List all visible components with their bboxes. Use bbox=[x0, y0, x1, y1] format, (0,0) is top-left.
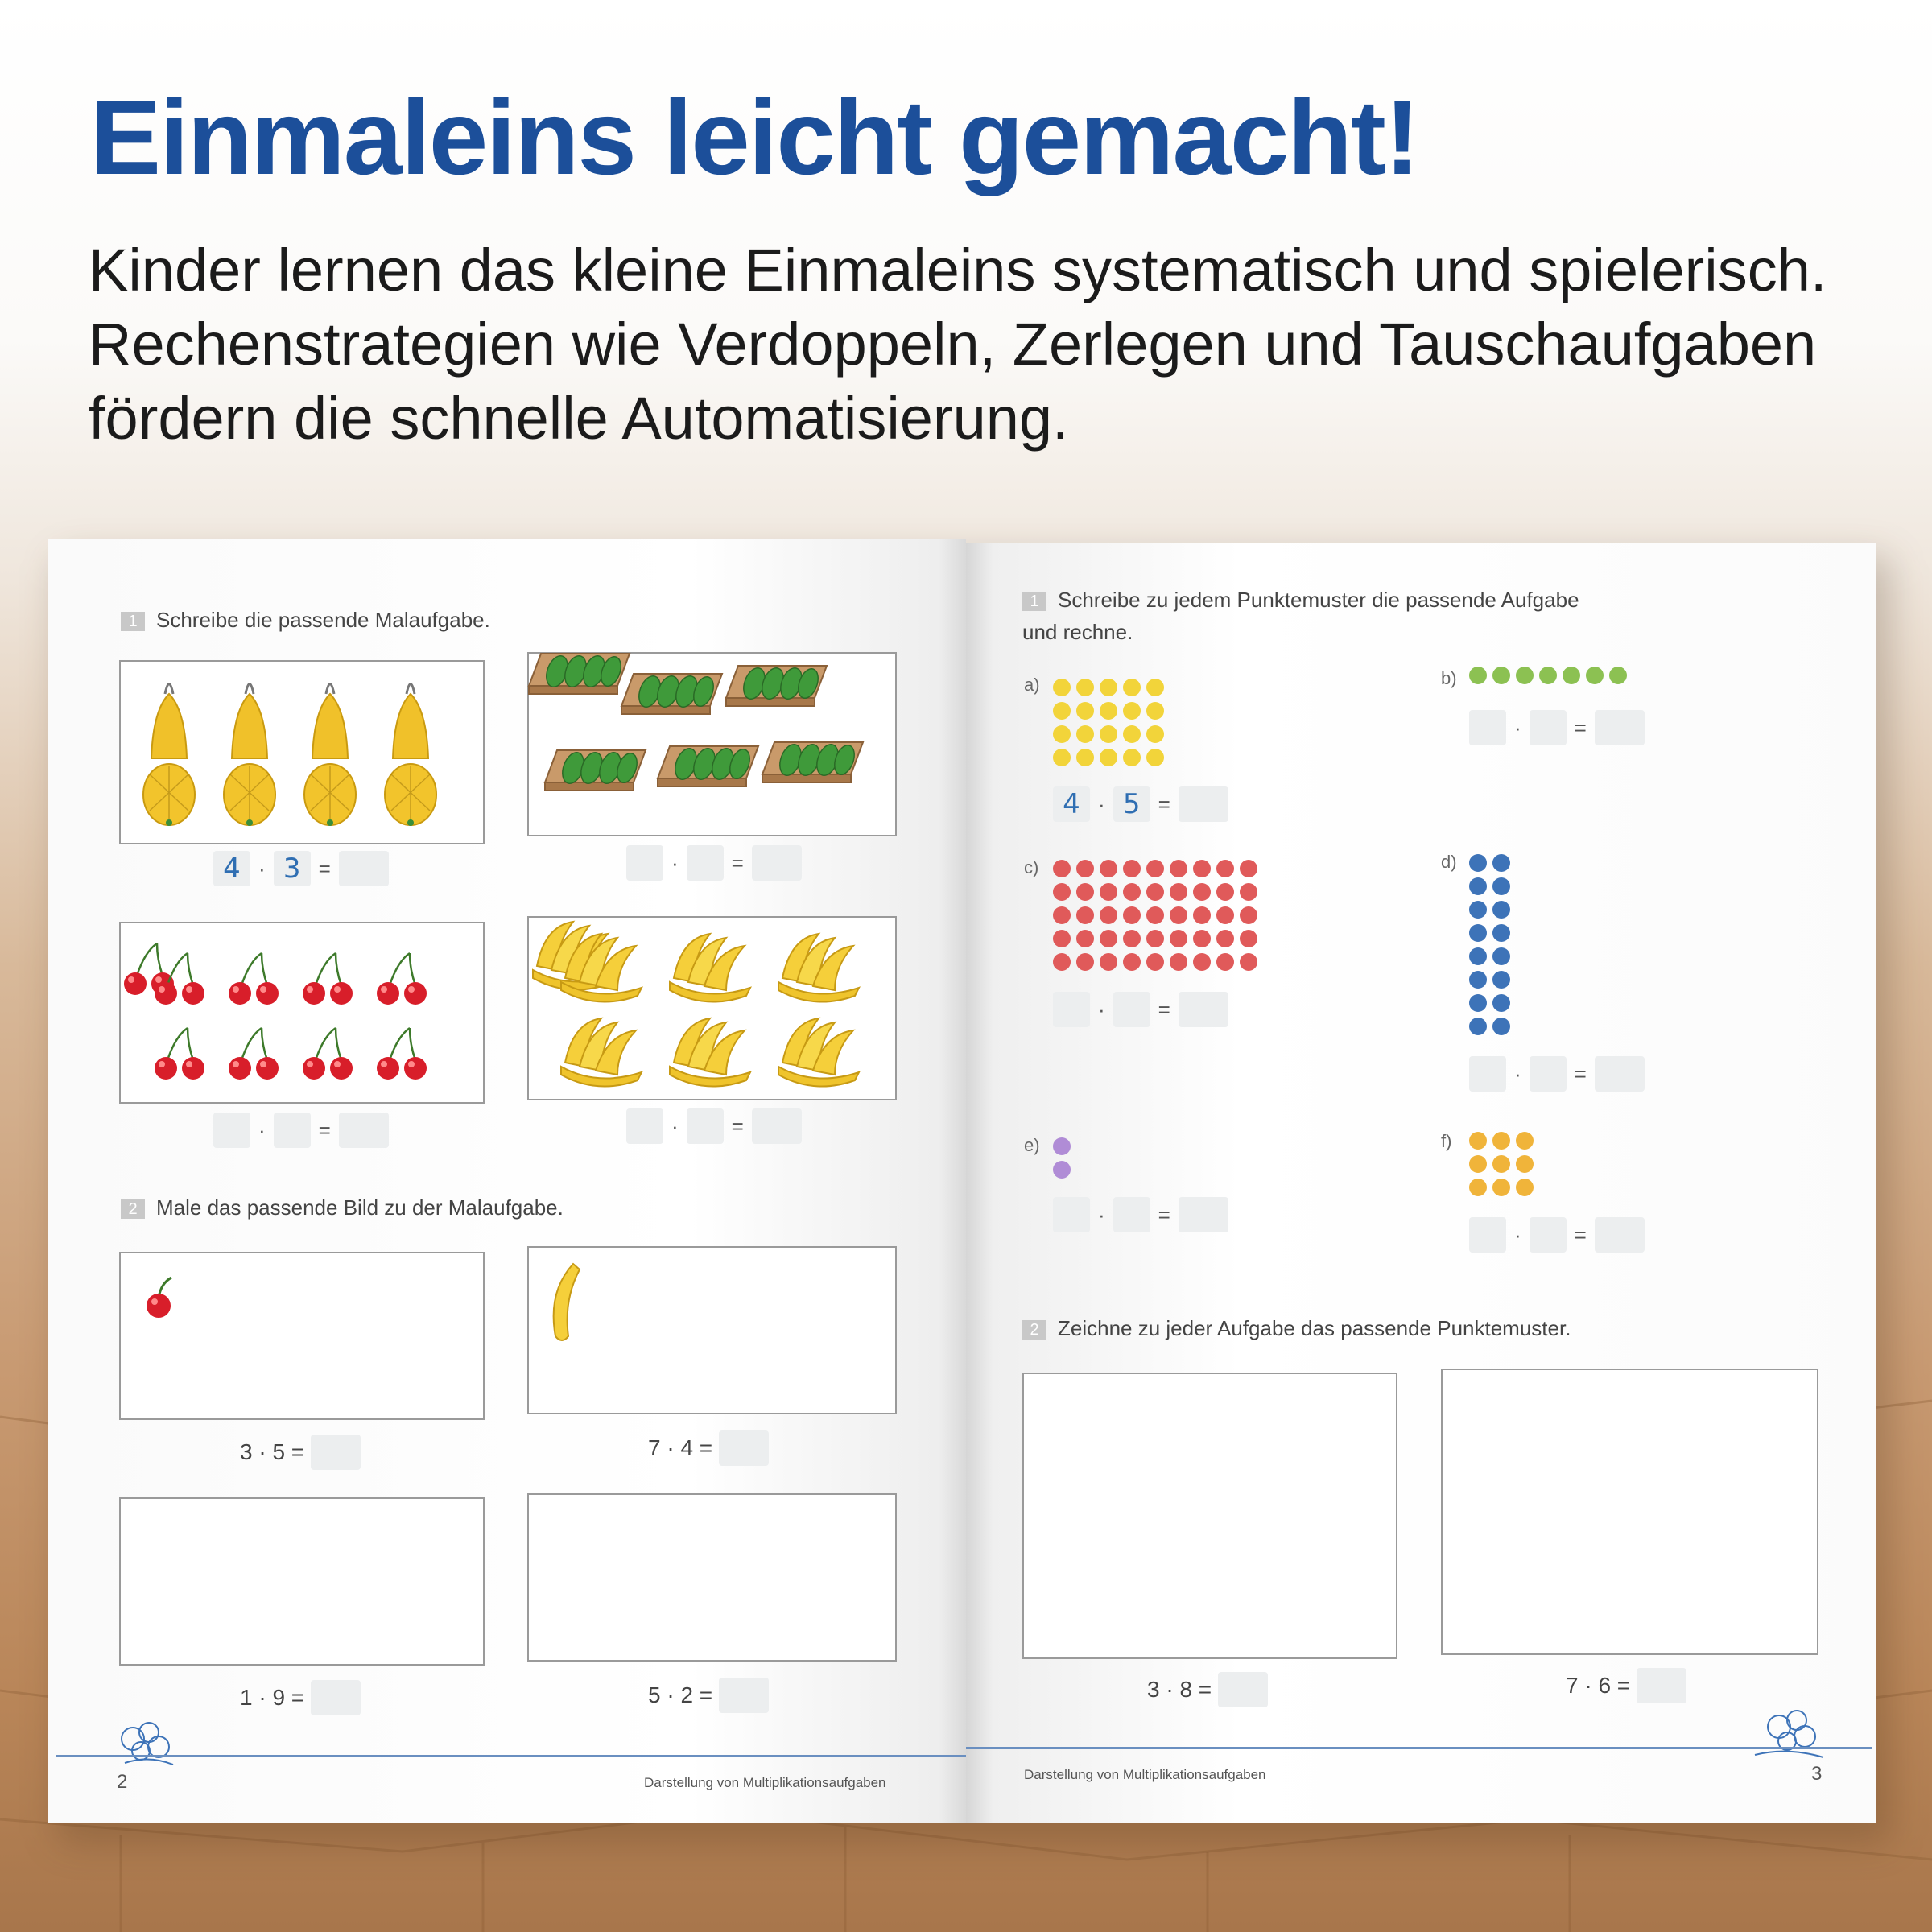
task-instruction: Male das passende Bild zu der Malaufgabe. bbox=[156, 1195, 564, 1220]
pattern-dot bbox=[1492, 994, 1510, 1012]
task-number: 1 bbox=[121, 612, 145, 631]
times-sign: · bbox=[1514, 1061, 1521, 1086]
pattern-dot bbox=[1053, 702, 1071, 720]
equals-sign: = bbox=[1158, 1202, 1170, 1227]
pattern-dot bbox=[1492, 667, 1510, 684]
pattern-dot bbox=[1240, 953, 1257, 971]
task-1-heading bbox=[121, 604, 490, 636]
pattern-dot bbox=[1469, 971, 1487, 989]
pattern-dot bbox=[1053, 930, 1071, 947]
pattern-dot bbox=[1100, 906, 1117, 924]
factor-a-box[interactable] bbox=[626, 845, 663, 881]
pattern-dot bbox=[1170, 860, 1187, 877]
equals-sign: = bbox=[1574, 1222, 1587, 1247]
pattern-dot bbox=[1170, 953, 1187, 971]
pattern-dot bbox=[1100, 953, 1117, 971]
equation-text: 1 · 9 = bbox=[240, 1685, 305, 1710]
drawing-area[interactable] bbox=[119, 1497, 485, 1666]
pattern-dot bbox=[1123, 725, 1141, 743]
pattern-dot bbox=[1146, 883, 1164, 901]
page-number: 3 bbox=[1811, 1763, 1823, 1785]
drawing-area[interactable] bbox=[527, 1493, 897, 1662]
picture-lemons bbox=[119, 660, 485, 844]
equals-sign: = bbox=[731, 850, 744, 875]
dot-pattern-f bbox=[1467, 1129, 1539, 1202]
factor-a-box[interactable] bbox=[1469, 710, 1506, 745]
pattern-dot bbox=[1193, 860, 1211, 877]
pattern-dot bbox=[1216, 860, 1234, 877]
pattern-dot bbox=[1100, 725, 1117, 743]
pattern-label: b) bbox=[1441, 668, 1457, 688]
doodle-icon bbox=[1747, 1703, 1835, 1767]
picture-bananas bbox=[527, 916, 897, 1100]
pattern-dot bbox=[1146, 679, 1164, 696]
factor-b-box[interactable]: 5 bbox=[1113, 786, 1150, 822]
pattern-dot bbox=[1492, 877, 1510, 895]
pattern-dot bbox=[1076, 883, 1094, 901]
pattern-dot bbox=[1469, 877, 1487, 895]
cucumber-crate-icon bbox=[529, 654, 895, 835]
pattern-dot bbox=[1053, 953, 1071, 971]
result-box[interactable] bbox=[339, 1113, 389, 1148]
task-2-heading bbox=[1022, 1312, 1571, 1344]
pattern-dot bbox=[1053, 906, 1071, 924]
equation-lemons bbox=[213, 849, 389, 888]
task-instruction: Schreibe die passende Malaufgabe. bbox=[156, 608, 490, 632]
pattern-dot bbox=[1240, 860, 1257, 877]
pattern-dot bbox=[1216, 953, 1234, 971]
pattern-dot bbox=[1123, 953, 1141, 971]
intro-text: Kinder lernen das kleine Einmaleins systematisch und spielerisch. Rechenstrategien wie Verdoppeln, Zerlegen und Tauschaufgaben fördern die schnelle Automatisierung. bbox=[89, 237, 1827, 452]
result-box[interactable] bbox=[752, 845, 802, 881]
banana-bunch-icon bbox=[529, 918, 895, 1099]
pattern-dot bbox=[1492, 1155, 1510, 1173]
pattern-label: d) bbox=[1441, 852, 1457, 872]
pattern-dot bbox=[1492, 947, 1510, 965]
factor-b-box[interactable] bbox=[1530, 1056, 1567, 1092]
pattern-dot bbox=[1170, 930, 1187, 947]
task-instruction-cont: und rechne. bbox=[1022, 620, 1133, 644]
equation-cherries bbox=[213, 1111, 389, 1150]
factor-a-box[interactable]: 4 bbox=[1053, 786, 1090, 822]
pattern-dot bbox=[1100, 860, 1117, 877]
task-number: 1 bbox=[1022, 592, 1046, 611]
pattern-dot bbox=[1492, 924, 1510, 942]
factor-a-box[interactable] bbox=[1469, 1056, 1506, 1092]
pattern-dot bbox=[1123, 702, 1141, 720]
pattern-dot bbox=[1609, 667, 1627, 684]
pattern-dot bbox=[1563, 667, 1580, 684]
task-2-heading bbox=[121, 1191, 564, 1224]
page-number: 2 bbox=[117, 1771, 128, 1793]
pattern-dot bbox=[1586, 667, 1604, 684]
pattern-dot bbox=[1492, 854, 1510, 872]
pattern-dot bbox=[1100, 930, 1117, 947]
times-sign: · bbox=[258, 1117, 266, 1142]
footer-rule bbox=[56, 1755, 966, 1757]
task-number: 2 bbox=[1022, 1320, 1046, 1340]
result-box[interactable] bbox=[1595, 1056, 1645, 1092]
pattern-dot bbox=[1469, 1018, 1487, 1035]
equation-cucumbers bbox=[626, 844, 802, 882]
pattern-dot bbox=[1053, 725, 1071, 743]
pattern-dot bbox=[1146, 860, 1164, 877]
pattern-dot bbox=[1076, 679, 1094, 696]
result-box[interactable] bbox=[311, 1435, 361, 1470]
left-page bbox=[48, 539, 966, 1823]
drawing-area[interactable] bbox=[1441, 1368, 1818, 1655]
pattern-dot bbox=[1492, 971, 1510, 989]
dot-pattern-c bbox=[1051, 857, 1264, 974]
pattern-dot bbox=[1492, 901, 1510, 919]
pattern-dot bbox=[1123, 906, 1141, 924]
pattern-dot bbox=[1216, 930, 1234, 947]
equation-c bbox=[1053, 990, 1228, 1029]
equation-text: 7 · 4 = bbox=[648, 1435, 713, 1460]
pattern-dot bbox=[1492, 1018, 1510, 1035]
pattern-dot bbox=[1146, 725, 1164, 743]
equation-f bbox=[1469, 1216, 1645, 1254]
times-sign: · bbox=[1098, 1202, 1105, 1227]
pattern-dot bbox=[1469, 1132, 1487, 1150]
dot-pattern-d bbox=[1467, 852, 1515, 1041]
pattern-dot bbox=[1193, 883, 1211, 901]
result-box[interactable] bbox=[339, 851, 389, 886]
drawing-area[interactable] bbox=[1022, 1373, 1397, 1659]
pattern-dot bbox=[1076, 725, 1094, 743]
pattern-dot bbox=[1492, 1132, 1510, 1150]
task-number: 2 bbox=[121, 1199, 145, 1219]
pattern-dot bbox=[1469, 1179, 1487, 1196]
pattern-dot bbox=[1516, 667, 1534, 684]
factor-b-box[interactable] bbox=[687, 1108, 724, 1144]
footer-caption: Darstellung von Multiplikationsaufgaben bbox=[644, 1775, 886, 1790]
factor-b-box[interactable] bbox=[687, 845, 724, 881]
equation-3x8 bbox=[1147, 1670, 1268, 1709]
result-box[interactable] bbox=[752, 1108, 802, 1144]
factor-b-box[interactable]: 3 bbox=[274, 851, 311, 886]
picture-cucumbers bbox=[527, 652, 897, 836]
equals-sign: = bbox=[1574, 715, 1587, 740]
task-1-heading bbox=[1022, 584, 1579, 648]
equation-e bbox=[1053, 1195, 1228, 1234]
result-box[interactable] bbox=[719, 1678, 769, 1713]
right-page bbox=[966, 543, 1876, 1823]
factor-a-box[interactable] bbox=[626, 1108, 663, 1144]
pattern-dot bbox=[1516, 1155, 1534, 1173]
times-sign: · bbox=[1514, 715, 1521, 740]
dot-pattern-e bbox=[1051, 1135, 1075, 1183]
equation-text: 3 · 5 = bbox=[240, 1439, 305, 1464]
dot-pattern-a bbox=[1051, 676, 1171, 769]
pattern-dot bbox=[1053, 860, 1071, 877]
result-box[interactable] bbox=[1179, 992, 1228, 1027]
pattern-dot bbox=[1516, 1132, 1534, 1150]
equation-7x4 bbox=[648, 1429, 769, 1468]
result-box[interactable] bbox=[1637, 1668, 1686, 1703]
equals-sign: = bbox=[1158, 997, 1170, 1022]
times-sign: · bbox=[1098, 791, 1105, 816]
pattern-dot bbox=[1100, 702, 1117, 720]
pattern-dot bbox=[1469, 924, 1487, 942]
result-box[interactable] bbox=[1179, 786, 1228, 822]
pattern-dot bbox=[1469, 854, 1487, 872]
factor-b-box[interactable] bbox=[1530, 1217, 1567, 1253]
equation-b bbox=[1469, 708, 1645, 747]
result-box[interactable] bbox=[719, 1430, 769, 1466]
equals-sign: = bbox=[1158, 791, 1170, 816]
factor-b-box[interactable] bbox=[274, 1113, 311, 1148]
pattern-dot bbox=[1240, 930, 1257, 947]
pattern-label: c) bbox=[1024, 857, 1039, 877]
doodle-icon bbox=[109, 1715, 189, 1771]
pattern-dot bbox=[1170, 906, 1187, 924]
cherry-icon bbox=[141, 1274, 189, 1322]
equation-text: 5 · 2 = bbox=[648, 1682, 713, 1707]
pattern-dot bbox=[1539, 667, 1557, 684]
equation-bananas bbox=[626, 1107, 802, 1146]
pattern-dot bbox=[1469, 994, 1487, 1012]
equation-a bbox=[1053, 785, 1228, 824]
pattern-dot bbox=[1053, 883, 1071, 901]
factor-a-box[interactable] bbox=[1053, 992, 1090, 1027]
times-sign: · bbox=[258, 856, 266, 881]
cherry-pair-icon bbox=[121, 923, 483, 1102]
pattern-dot bbox=[1053, 679, 1071, 696]
equation-1x9 bbox=[240, 1678, 361, 1717]
pattern-dot bbox=[1170, 883, 1187, 901]
pattern-dot bbox=[1146, 953, 1164, 971]
pattern-dot bbox=[1053, 1137, 1071, 1155]
pattern-dot bbox=[1123, 860, 1141, 877]
pattern-dot bbox=[1076, 906, 1094, 924]
pattern-dot bbox=[1100, 883, 1117, 901]
pattern-dot bbox=[1193, 930, 1211, 947]
pattern-dot bbox=[1469, 901, 1487, 919]
equals-sign: = bbox=[318, 856, 331, 881]
pattern-dot bbox=[1123, 930, 1141, 947]
factor-b-box[interactable] bbox=[1113, 992, 1150, 1027]
pattern-dot bbox=[1216, 906, 1234, 924]
pattern-dot bbox=[1053, 1161, 1071, 1179]
pattern-label: e) bbox=[1024, 1135, 1040, 1155]
result-box[interactable] bbox=[1595, 1217, 1645, 1253]
pattern-dot bbox=[1100, 749, 1117, 766]
pattern-dot bbox=[1492, 1179, 1510, 1196]
pattern-dot bbox=[1240, 883, 1257, 901]
equation-text: 3 · 8 = bbox=[1147, 1677, 1212, 1702]
pattern-dot bbox=[1240, 906, 1257, 924]
pattern-dot bbox=[1076, 749, 1094, 766]
pattern-dot bbox=[1076, 930, 1094, 947]
result-box[interactable] bbox=[311, 1680, 361, 1715]
footer-caption: Darstellung von Multiplikationsaufgaben bbox=[1024, 1767, 1266, 1782]
pattern-dot bbox=[1216, 883, 1234, 901]
factor-a-box[interactable] bbox=[1053, 1197, 1090, 1232]
equals-sign: = bbox=[731, 1113, 744, 1138]
pattern-dot bbox=[1053, 749, 1071, 766]
factor-b-box[interactable] bbox=[1530, 710, 1567, 745]
pattern-dot bbox=[1146, 702, 1164, 720]
pattern-dot bbox=[1076, 860, 1094, 877]
banana-icon bbox=[541, 1260, 589, 1348]
pattern-dot bbox=[1469, 947, 1487, 965]
task-instruction: Zeichne zu jeder Aufgabe das passende Punktemuster. bbox=[1058, 1316, 1571, 1340]
task-instruction: Schreibe zu jedem Punktemuster die passende Aufgabe bbox=[1058, 588, 1579, 612]
factor-b-box[interactable] bbox=[1113, 1197, 1150, 1232]
dot-pattern-b bbox=[1467, 664, 1644, 688]
pattern-dot bbox=[1516, 1179, 1534, 1196]
factor-a-box[interactable] bbox=[213, 1113, 250, 1148]
times-sign: · bbox=[1514, 1222, 1521, 1247]
result-box[interactable] bbox=[1218, 1672, 1268, 1707]
equation-d bbox=[1469, 1055, 1645, 1093]
result-box[interactable] bbox=[1179, 1197, 1228, 1232]
lemon-net-icon bbox=[121, 662, 483, 843]
pattern-dot bbox=[1469, 1155, 1487, 1173]
pattern-dot bbox=[1076, 702, 1094, 720]
pattern-dot bbox=[1076, 953, 1094, 971]
pattern-label: a) bbox=[1024, 675, 1040, 695]
pattern-dot bbox=[1146, 930, 1164, 947]
drawing-area[interactable] bbox=[527, 1246, 897, 1414]
pattern-dot bbox=[1123, 679, 1141, 696]
equation-text: 7 · 6 = bbox=[1566, 1673, 1631, 1698]
equals-sign: = bbox=[1574, 1061, 1587, 1086]
factor-a-box[interactable]: 4 bbox=[213, 851, 250, 886]
page-title: Einmaleins leicht gemacht! bbox=[90, 78, 1418, 196]
picture-cherries bbox=[119, 922, 485, 1104]
drawing-area[interactable] bbox=[119, 1252, 485, 1420]
pattern-label: f) bbox=[1441, 1131, 1452, 1151]
result-box[interactable] bbox=[1595, 710, 1645, 745]
pattern-dot bbox=[1123, 883, 1141, 901]
times-sign: · bbox=[671, 850, 679, 875]
equals-sign: = bbox=[318, 1117, 331, 1142]
equation-3x5 bbox=[240, 1433, 361, 1472]
pattern-dot bbox=[1146, 906, 1164, 924]
pattern-dot bbox=[1146, 749, 1164, 766]
pattern-dot bbox=[1123, 749, 1141, 766]
footer-rule bbox=[966, 1747, 1872, 1749]
times-sign: · bbox=[1098, 997, 1105, 1022]
equation-7x6 bbox=[1566, 1666, 1686, 1705]
pattern-dot bbox=[1193, 953, 1211, 971]
pattern-dot bbox=[1100, 679, 1117, 696]
pattern-dot bbox=[1469, 667, 1487, 684]
equation-5x2 bbox=[648, 1676, 769, 1715]
times-sign: · bbox=[671, 1113, 679, 1138]
factor-a-box[interactable] bbox=[1469, 1217, 1506, 1253]
pattern-dot bbox=[1193, 906, 1211, 924]
